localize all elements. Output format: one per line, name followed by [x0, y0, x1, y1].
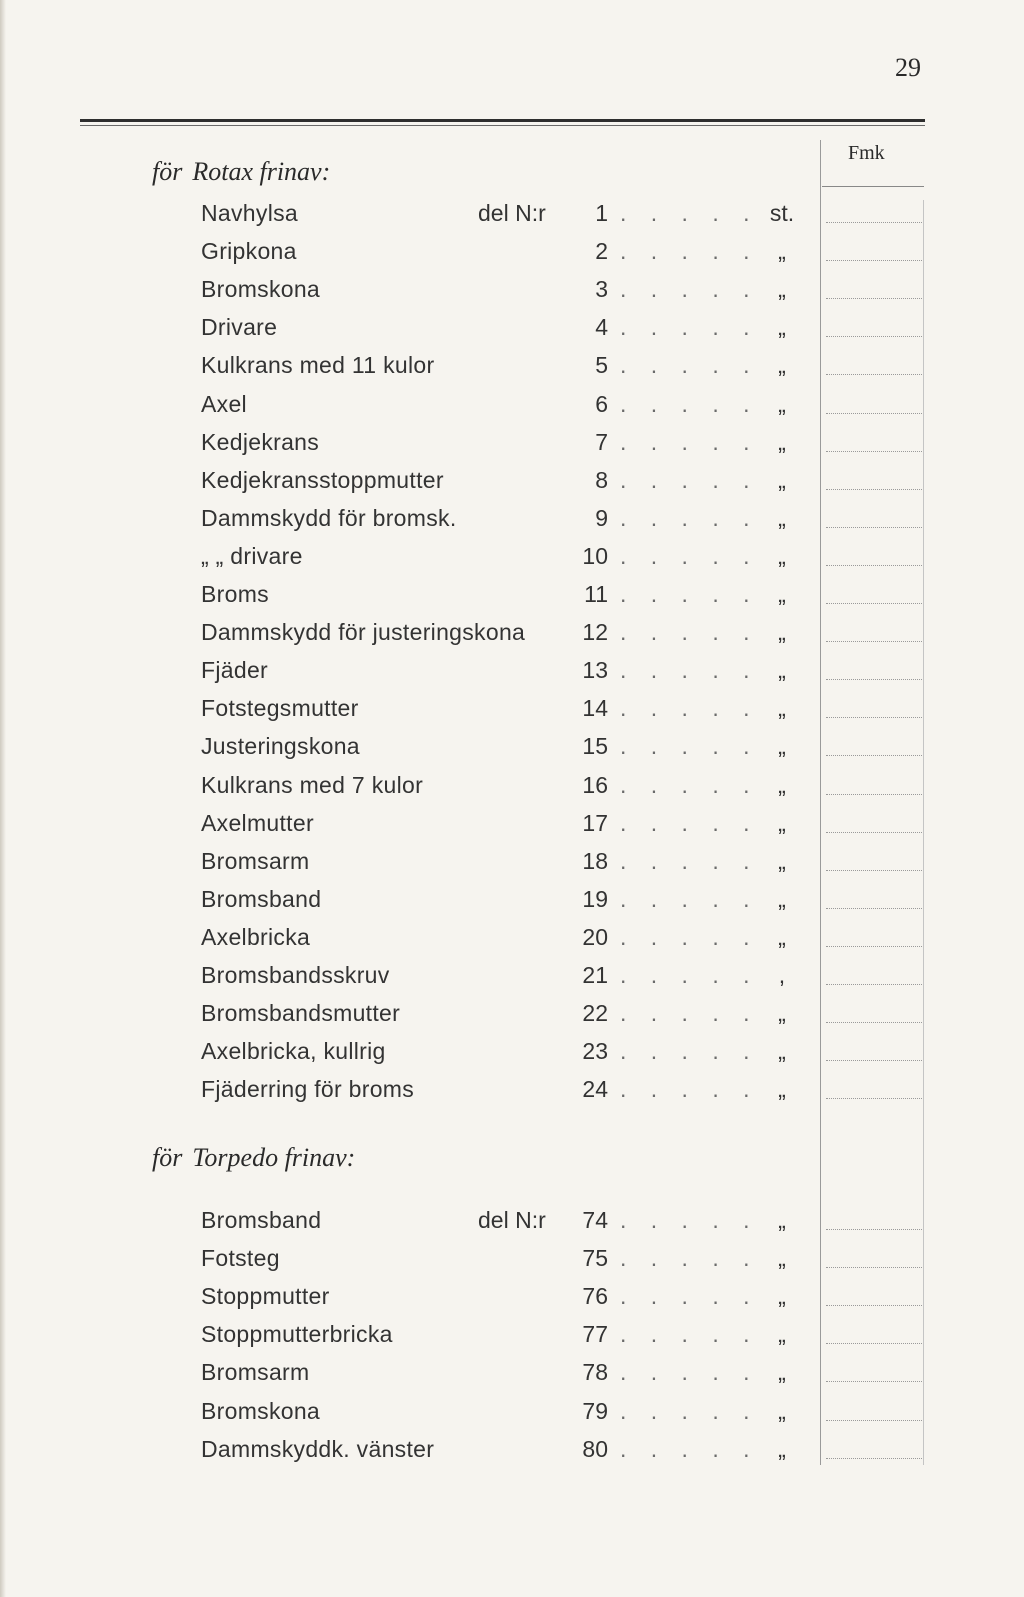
- list-item: [0, 1072, 1024, 1110]
- part-number: 9: [595, 504, 608, 531]
- list-item: [0, 958, 1024, 996]
- price-blank: [826, 374, 922, 375]
- section-prefix: för: [152, 157, 183, 186]
- leader-dots: . . . . .: [620, 1397, 759, 1424]
- unit-label: „: [778, 1435, 786, 1462]
- price-blank: [826, 1098, 922, 1099]
- part-name: Bromsarm: [201, 847, 310, 874]
- part-number: 75: [582, 1245, 608, 1272]
- leader-dots: . . . . .: [620, 809, 759, 836]
- price-blank: [826, 1420, 922, 1421]
- part-number: 11: [584, 581, 608, 607]
- list-item: [0, 1279, 1024, 1317]
- unit-label: „: [778, 657, 786, 684]
- part-name: Gripkona: [201, 238, 297, 265]
- part-number-label: del N:r: [478, 200, 546, 226]
- part-name: Kulkrans med 7 kulor: [201, 771, 424, 798]
- part-number: 22: [582, 1000, 608, 1027]
- price-blank: [826, 832, 922, 833]
- part-name: Broms: [201, 581, 269, 607]
- price-blank: [826, 1267, 922, 1268]
- price-blank: [826, 679, 922, 680]
- unit-label: „: [778, 390, 786, 417]
- list-item: [0, 729, 1024, 767]
- section-prefix: för: [152, 1143, 183, 1172]
- price-blank: [826, 1458, 922, 1459]
- header-rule: [80, 119, 925, 122]
- list-item: [0, 234, 1024, 272]
- unit-label: „: [778, 923, 786, 950]
- unit-label: „: [778, 238, 786, 265]
- price-blank: [826, 413, 922, 414]
- part-name: Bromskona: [201, 276, 321, 303]
- part-number: 80: [582, 1435, 608, 1462]
- part-name: „ „ drivare: [201, 542, 303, 569]
- part-number: 12: [582, 619, 608, 646]
- leader-dots: . . . . .: [620, 962, 759, 988]
- part-number: 7: [595, 428, 608, 455]
- part-number: 20: [582, 923, 608, 950]
- unit-label: st.: [769, 200, 795, 226]
- price-blank: [826, 794, 922, 795]
- section-title: [152, 1143, 355, 1173]
- leader-dots: . . . . .: [620, 390, 759, 417]
- part-number: 8: [595, 466, 608, 493]
- unit-label: „: [778, 733, 786, 760]
- price-blank: [826, 451, 922, 452]
- list-item: [0, 539, 1024, 577]
- part-name: Bromsband: [201, 885, 322, 912]
- unit-label: „: [778, 314, 786, 341]
- leader-dots: . . . . .: [620, 1321, 759, 1348]
- part-number: 1: [595, 200, 608, 226]
- price-blank: [826, 489, 922, 490]
- unit-label: „: [778, 847, 786, 874]
- leader-dots: . . . . .: [620, 1000, 759, 1027]
- leader-dots: . . . . .: [620, 1435, 759, 1462]
- part-name: Drivare: [201, 314, 278, 341]
- price-blank: [826, 946, 922, 947]
- list-item: [0, 844, 1024, 882]
- price-blank: [826, 222, 922, 223]
- list-item: [0, 310, 1024, 348]
- part-number: 13: [582, 657, 608, 684]
- list-item: [0, 387, 1024, 425]
- price-blank: [826, 755, 922, 756]
- unit-label: „: [778, 809, 786, 836]
- part-name: Dammskydd för justeringskona: [201, 619, 526, 646]
- leader-dots: . . . . .: [620, 1076, 759, 1103]
- list-item: [0, 1355, 1024, 1393]
- part-name: Bromsbandsmutter: [201, 1000, 401, 1027]
- list-item: [0, 920, 1024, 958]
- part-number: 5: [595, 352, 608, 379]
- part-number: 4: [595, 314, 608, 341]
- unit-label: „: [778, 1245, 786, 1272]
- part-name: Dammskydd för bromsk.: [201, 504, 457, 531]
- part-name: Fotsteg: [201, 1245, 280, 1272]
- unit-label: „: [778, 542, 786, 569]
- part-name: Stoppmutter: [201, 1283, 330, 1310]
- leader-dots: . . . . .: [620, 1207, 759, 1233]
- unit-label: „: [778, 352, 786, 379]
- part-name: Stoppmutterbricka: [201, 1321, 393, 1348]
- part-number: 10: [582, 542, 608, 569]
- unit-label: ,: [778, 962, 786, 988]
- list-item: [0, 272, 1024, 310]
- part-name: Axel: [201, 390, 247, 417]
- section-title: [152, 157, 330, 187]
- part-number: 19: [582, 885, 608, 912]
- part-name: Fjäderring för broms: [201, 1076, 415, 1103]
- part-name: Axelbricka, kullrig: [201, 1038, 386, 1065]
- list-item: [0, 1317, 1024, 1355]
- list-item: [0, 806, 1024, 844]
- unit-label: „: [778, 695, 786, 722]
- price-column-header-rule: [822, 186, 924, 187]
- leader-dots: . . . . .: [620, 1038, 759, 1065]
- unit-label: „: [778, 1397, 786, 1424]
- price-blank: [826, 1381, 922, 1382]
- leader-dots: . . . . .: [620, 200, 759, 226]
- part-number: 3: [595, 276, 608, 303]
- part-name: Fjäder: [201, 657, 268, 684]
- price-blank: [826, 717, 922, 718]
- part-name: Justeringskona: [201, 733, 360, 760]
- unit-label: „: [778, 1321, 786, 1348]
- unit-label: „: [778, 1283, 786, 1310]
- part-number: 15: [582, 733, 608, 760]
- part-number: 79: [582, 1397, 608, 1424]
- list-item: [0, 196, 1024, 234]
- price-blank: [826, 336, 922, 337]
- list-item: [0, 425, 1024, 463]
- price-blank: [826, 870, 922, 871]
- list-item: [0, 348, 1024, 386]
- unit-label: „: [778, 428, 786, 455]
- part-name: Bromsarm: [201, 1359, 310, 1386]
- part-name: Dammskyddk. vänster: [201, 1435, 435, 1462]
- part-number: 18: [582, 847, 608, 874]
- unit-label: „: [778, 466, 786, 493]
- unit-label: „: [778, 581, 786, 607]
- leader-dots: . . . . .: [620, 352, 759, 379]
- part-number: 77: [582, 1321, 608, 1348]
- leader-dots: . . . . .: [620, 847, 759, 874]
- list-item: [0, 768, 1024, 806]
- part-number: 21: [582, 962, 608, 988]
- list-item: [0, 1203, 1024, 1241]
- list-item: [0, 691, 1024, 729]
- price-blank: [826, 527, 922, 528]
- price-blank: [826, 1305, 922, 1306]
- part-number: 24: [582, 1076, 608, 1103]
- unit-label: „: [778, 276, 786, 303]
- list-item: [0, 615, 1024, 653]
- unit-label: „: [778, 1000, 786, 1027]
- unit-label: „: [778, 1038, 786, 1065]
- part-number: 23: [582, 1038, 608, 1065]
- price-blank: [826, 908, 922, 909]
- part-number: 2: [595, 238, 608, 265]
- leader-dots: . . . . .: [620, 238, 759, 265]
- unit-label: „: [778, 504, 786, 531]
- leader-dots: . . . . .: [620, 695, 759, 722]
- leader-dots: . . . . .: [620, 657, 759, 684]
- list-item: [0, 501, 1024, 539]
- list-item: [0, 463, 1024, 501]
- part-name: Bromskona: [201, 1397, 321, 1424]
- price-blank: [826, 984, 922, 985]
- header-rule-thin: [80, 125, 925, 126]
- list-item: [0, 653, 1024, 691]
- leader-dots: . . . . .: [620, 581, 759, 607]
- leader-dots: . . . . .: [620, 1283, 759, 1310]
- part-name: Navhylsa: [201, 200, 298, 226]
- part-number: 74: [582, 1207, 608, 1233]
- unit-label: „: [778, 1207, 786, 1233]
- unit-label: „: [778, 1359, 786, 1386]
- leader-dots: . . . . .: [620, 619, 759, 646]
- list-item: [0, 1394, 1024, 1432]
- price-blank: [826, 603, 922, 604]
- leader-dots: . . . . .: [620, 1245, 759, 1272]
- list-item: [0, 1034, 1024, 1072]
- leader-dots: . . . . .: [620, 885, 759, 912]
- unit-label: „: [778, 885, 786, 912]
- part-number: 16: [582, 771, 608, 798]
- leader-dots: . . . . .: [620, 1359, 759, 1386]
- leader-dots: . . . . .: [620, 542, 759, 569]
- part-number: 76: [582, 1283, 608, 1310]
- part-name: Kedjekrans: [201, 428, 320, 455]
- section-title-text: Torpedo frinav:: [192, 1143, 356, 1172]
- leader-dots: . . . . .: [620, 504, 759, 531]
- part-name: Kedjekransstoppmutter: [201, 466, 444, 493]
- part-name: Fotstegsmutter: [201, 695, 359, 722]
- price-blank: [826, 260, 922, 261]
- part-name: Kulkrans med 11 kulor: [201, 352, 435, 379]
- price-column-header: Fmk: [848, 142, 885, 164]
- leader-dots: . . . . .: [620, 276, 759, 303]
- leader-dots: . . . . .: [620, 314, 759, 341]
- leader-dots: . . . . .: [620, 923, 759, 950]
- part-number: 17: [582, 809, 608, 836]
- part-name: Bromsbandsskruv: [201, 962, 390, 988]
- unit-label: „: [778, 1076, 786, 1103]
- part-number-label: del N:r: [478, 1207, 546, 1233]
- leader-dots: . . . . .: [620, 771, 759, 798]
- list-item: [0, 577, 1024, 615]
- list-item: [0, 882, 1024, 920]
- page-number: 29: [895, 53, 921, 82]
- unit-label: „: [778, 619, 786, 646]
- list-item: [0, 996, 1024, 1034]
- section-title-text: Rotax frinav:: [192, 157, 331, 186]
- part-name: Bromsband: [201, 1207, 322, 1233]
- list-item: [0, 1432, 1024, 1470]
- part-name: Axelmutter: [201, 809, 314, 836]
- price-blank: [826, 298, 922, 299]
- list-item: [0, 1241, 1024, 1279]
- price-blank: [826, 1022, 922, 1023]
- part-name: Axelbricka: [201, 923, 311, 950]
- part-number: 6: [595, 390, 608, 417]
- price-blank: [826, 1060, 922, 1061]
- price-blank: [826, 1343, 922, 1344]
- leader-dots: . . . . .: [620, 733, 759, 760]
- part-number: 14: [582, 695, 608, 722]
- price-blank: [826, 565, 922, 566]
- leader-dots: . . . . .: [620, 466, 759, 493]
- leader-dots: . . . . .: [620, 428, 759, 455]
- price-blank: [826, 641, 922, 642]
- price-blank: [826, 1229, 922, 1230]
- part-number: 78: [582, 1359, 608, 1386]
- unit-label: „: [778, 771, 786, 798]
